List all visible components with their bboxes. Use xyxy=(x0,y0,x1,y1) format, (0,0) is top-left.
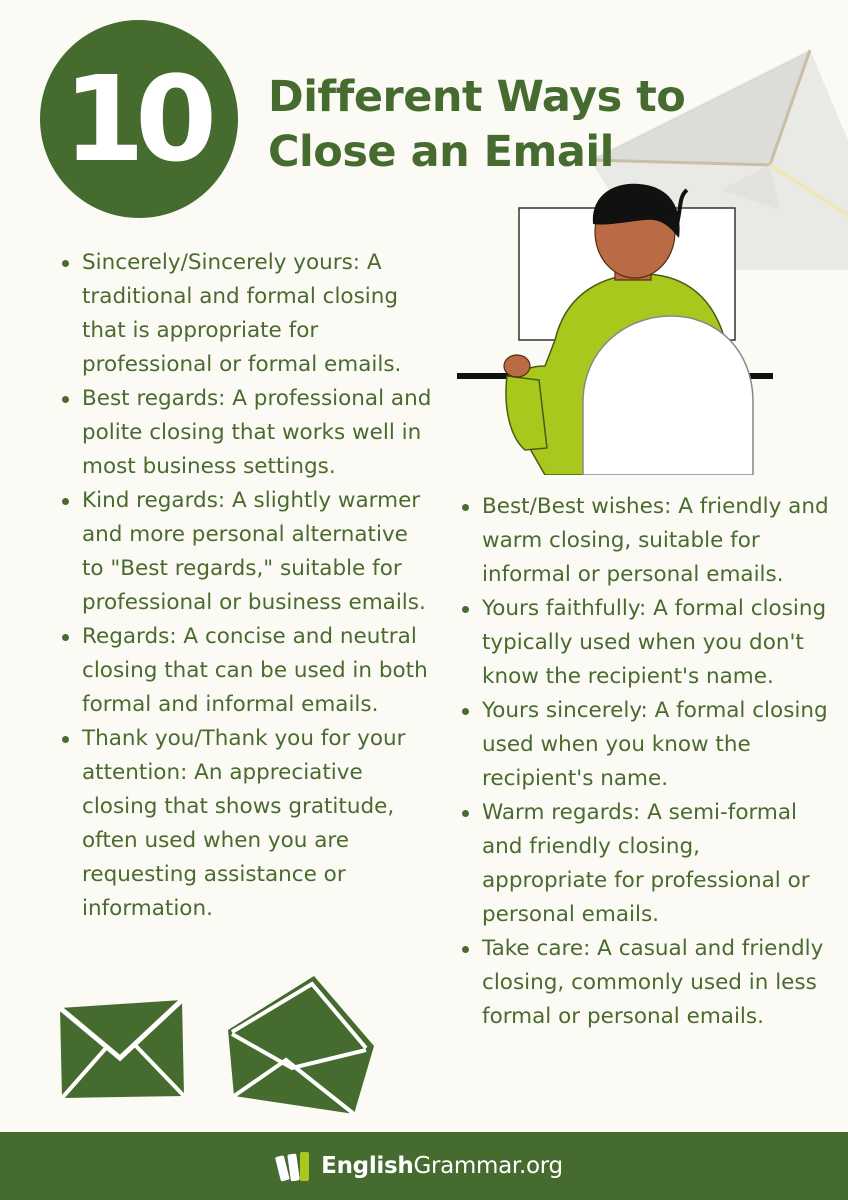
list-item: Yours faithfully: A formal closing typically used when you don't know the recipient's name. xyxy=(446,592,831,694)
list-item: Kind regards: A slightly warmer and more personal alternative to "Best regards," suitable for professional or business emails. xyxy=(46,484,436,620)
closings-list-right xyxy=(446,490,831,1034)
title-line-2: Close an Email xyxy=(268,127,614,177)
list-item: Yours sincerely: A formal closing used when you know the recipient's name. xyxy=(446,694,831,796)
list-item: Take care: A casual and friendly closing, commonly used in less formal or personal emails. xyxy=(446,932,831,1034)
brand-logo[interactable] xyxy=(275,1149,563,1183)
list-item: Best/Best wishes: A friendly and warm closing, suitable for informal or personal emails. xyxy=(446,490,831,592)
brand-name: EnglishGrammar.org xyxy=(321,1153,563,1179)
list-item: Thank you/Thank you for your attention: An appreciative closing that shows gratitude, often used when you are requesting assistance or information. xyxy=(46,722,436,926)
list-item: Sincerely/Sincerely yours: A traditional and formal closing that is appropriate for professional or formal emails. xyxy=(46,246,436,382)
closed-envelope-icon xyxy=(56,1000,188,1100)
page-title xyxy=(268,70,685,180)
footer-bar xyxy=(0,1132,848,1200)
title-line-1: Different Ways to xyxy=(268,72,686,122)
person-at-desk-illustration xyxy=(455,180,785,475)
list-item: Warm regards: A semi-formal and friendly closing, appropriate for professional or personal emails. xyxy=(446,796,831,932)
closings-list-left xyxy=(46,246,436,926)
number-badge xyxy=(40,20,238,218)
books-logo-icon xyxy=(275,1149,315,1183)
list-item: Best regards: A professional and polite closing that works well in most business settings. xyxy=(46,382,436,484)
badge-number: 10 xyxy=(62,50,208,188)
open-envelope-icon xyxy=(226,974,376,1116)
list-item: Regards: A concise and neutral closing that can be used in both formal and informal emails. xyxy=(46,620,436,722)
